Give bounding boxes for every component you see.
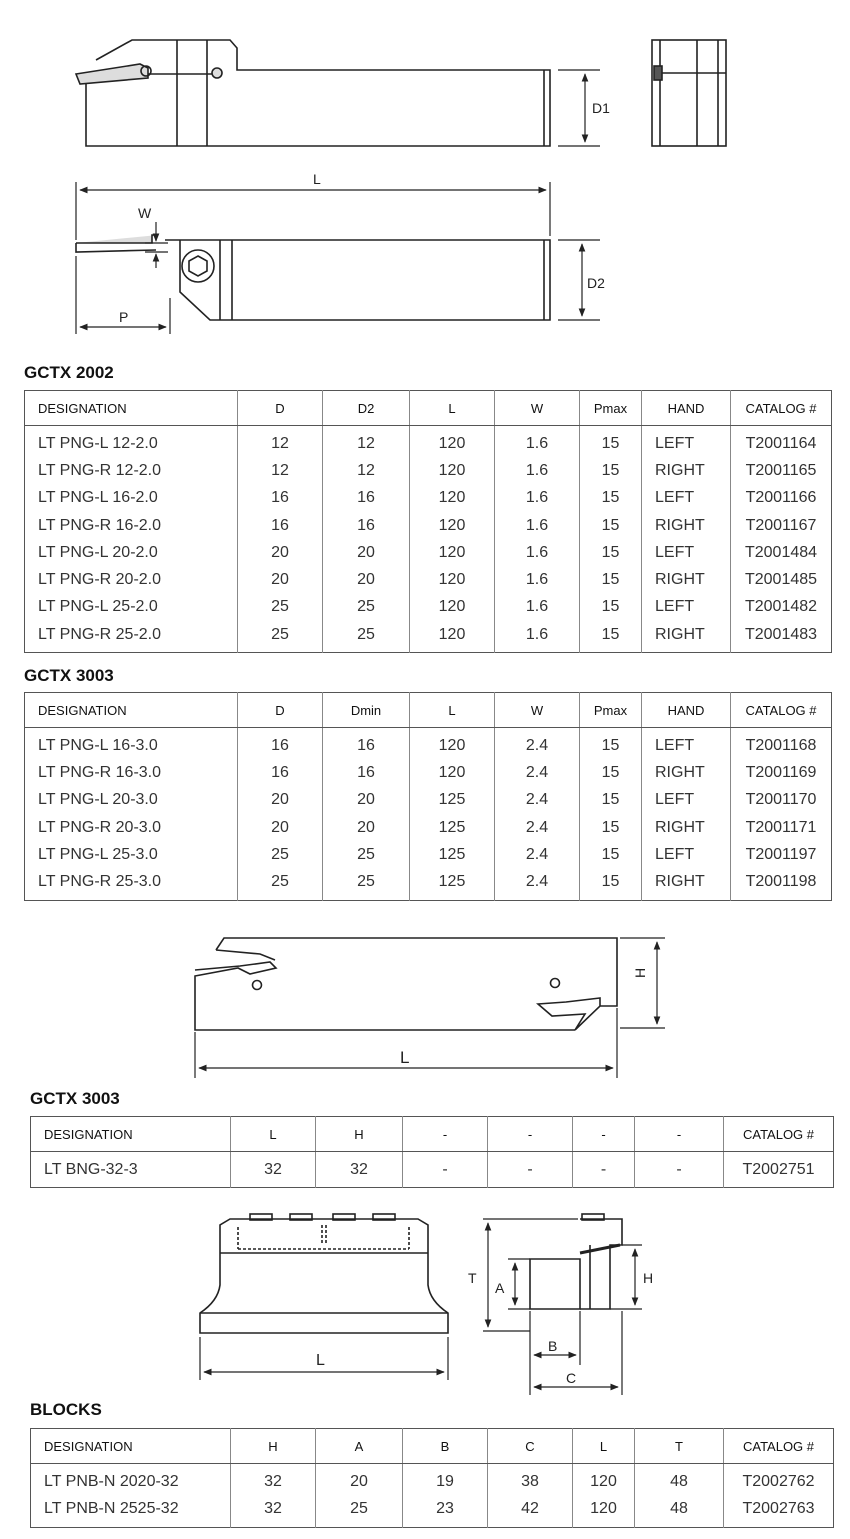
table-cell: 120 [410,512,495,539]
table-cell: 1.6 [495,457,580,484]
holder-side-view [76,40,550,146]
table-cell: T2001197 [745,845,817,863]
table-cell: T2002751 [742,1160,815,1178]
table-cell: RIGHT [642,759,731,786]
col-header: W [495,693,580,728]
block-front-view [200,1214,448,1333]
table-cell: 15 [580,539,642,566]
table-body [25,728,832,901]
col-header: DESIGNATION [25,391,238,426]
table-cell: 16 [323,728,410,760]
table-cell: 15 [580,814,642,841]
table-cell: 1.6 [495,485,580,512]
table-row [25,457,832,484]
table-header-row [31,1117,834,1152]
table-header-row [25,391,832,426]
table-cell: T2001170 [745,791,817,809]
table-cell: 20 [323,566,410,593]
col-header: Pmax [580,693,642,728]
table-cell: T2001171 [745,818,817,836]
table-cell: LEFT [642,787,731,814]
table-cell: 42 [488,1495,573,1527]
table-cell: T2001198 [745,873,817,891]
table-cell: 32 [231,1152,316,1188]
table-cell: 12 [323,457,410,484]
col-header: L [573,1429,635,1464]
table-cell: 120 [410,485,495,512]
table-cell: - [635,1152,724,1188]
table-cell: RIGHT [642,512,731,539]
table-cell: LT PNG-R 25-3.0 [25,868,238,900]
table-cell: 16 [323,512,410,539]
col-header: CATALOG # [731,391,832,426]
l-label: L [313,171,321,187]
table-title-gctx-2002: GCTX 2002 [24,363,114,382]
table-cell: 120 [410,539,495,566]
table-cell: 16 [238,759,323,786]
d1-label: D1 [592,100,610,116]
table-cell: 48 [635,1495,724,1527]
table-cell: RIGHT [642,457,731,484]
table-cell: LT PNG-L 16-3.0 [25,728,238,760]
table-row [25,814,832,841]
table-cell: - [403,1152,488,1188]
table-cell: 15 [580,868,642,900]
table-cell: 120 [410,759,495,786]
table-cell: 15 [580,621,642,653]
table-cell: T2002763 [742,1499,815,1517]
table-cell: 20 [238,539,323,566]
table-cell: 15 [580,841,642,868]
holder-end-view [652,40,726,146]
table-cell: 12 [238,426,323,458]
table-cell: LEFT [642,728,731,760]
table-cell: - [488,1152,573,1188]
table-cell: 16 [323,759,410,786]
table-cell: T2002762 [742,1472,815,1490]
table-cell: 120 [410,457,495,484]
table-cell: LT BNG-32-3 [31,1152,231,1188]
table-cell: 20 [316,1464,403,1496]
table-cell: T2001167 [745,516,817,534]
table-header-row [25,693,832,728]
table-cell: LT PNB-N 2525-32 [31,1495,231,1527]
table-row [25,787,832,814]
table-cell: T2001484 [744,543,818,561]
col-header: DESIGNATION [25,693,238,728]
table-cell: RIGHT [642,868,731,900]
table-cell: 20 [238,814,323,841]
table-cell: LEFT [642,485,731,512]
table-cell: 25 [316,1495,403,1527]
col-header: D [238,391,323,426]
table-cell: LT PNG-R 25-2.0 [25,621,238,653]
table-cell: 15 [580,485,642,512]
table-row [25,621,832,653]
table-cell: 25 [238,841,323,868]
table-cell: RIGHT [642,621,731,653]
table-cell: 38 [488,1464,573,1496]
l-label: L [400,1048,410,1067]
table-body [31,1464,834,1528]
block-l-label: L [316,1352,325,1369]
table-cell: 15 [580,787,642,814]
holder-top-view [76,235,550,320]
table-cell: 19 [403,1464,488,1496]
col-header: D2 [323,391,410,426]
blade-drawing [180,928,700,1088]
table-cell: 1.6 [495,621,580,653]
table-cell: 32 [231,1495,316,1527]
table-cell: 15 [580,594,642,621]
col-header: HAND [642,391,731,426]
col-header: L [410,391,495,426]
table-cell: 15 [580,566,642,593]
table-body [25,426,832,653]
table-cell: 12 [323,426,410,458]
table-cell: LT PNG-L 25-3.0 [25,841,238,868]
table-cell: T2001165 [745,461,817,479]
table-cell: LT PNG-R 16-2.0 [25,512,238,539]
table-row [25,485,832,512]
table-cell: 25 [323,841,410,868]
table-row [25,594,832,621]
table-cell: 20 [238,566,323,593]
a-dimension [508,1259,530,1309]
col-header: Pmax [580,391,642,426]
table-cell: LT PNG-L 20-3.0 [25,787,238,814]
col-header: C [488,1429,573,1464]
table-cell: 16 [323,485,410,512]
col-header: CATALOG # [724,1429,834,1464]
table-row [31,1495,834,1527]
table-cell: RIGHT [642,814,731,841]
table-cell: 15 [580,457,642,484]
table-cell: 120 [573,1495,635,1527]
table-cell: LT PNG-L 12-2.0 [25,426,238,458]
table-row [31,1464,834,1496]
col-header: Dmin [323,693,410,728]
table-cell: 2.4 [495,841,580,868]
col-header: DESIGNATION [31,1117,231,1152]
gctx-3003-table [24,692,832,901]
table-cell: 2.4 [495,759,580,786]
blocks-table [30,1428,834,1528]
table-cell: 120 [410,566,495,593]
table-cell: 120 [410,594,495,621]
h2-dimension [610,1245,642,1309]
col-header: CATALOG # [724,1117,834,1152]
t-label: T [468,1270,477,1286]
col-header: T [635,1429,724,1464]
table-row [25,759,832,786]
table-cell: 120 [410,426,495,458]
table-cell: 1.6 [495,512,580,539]
table-cell: LT PNG-L 16-2.0 [25,485,238,512]
table-cell: - [573,1152,635,1188]
table-cell: T2001483 [744,625,818,643]
holder-drawing [0,0,850,350]
table-cell: 23 [403,1495,488,1527]
table-cell: RIGHT [642,566,731,593]
c-label: C [566,1370,577,1386]
gctx-2002-table [24,390,832,653]
table-cell: T2001482 [744,598,818,616]
table-cell: LEFT [642,539,731,566]
blade-outline [195,938,617,1030]
col-header: D [238,693,323,728]
table-cell: 125 [410,841,495,868]
h2-label: H [643,1270,654,1286]
table-row [25,539,832,566]
table-cell: 2.4 [495,728,580,760]
table-row [25,426,832,458]
h-dimension [620,938,665,1028]
col-header: W [495,391,580,426]
col-header: - [635,1117,724,1152]
col-header: CATALOG # [731,693,832,728]
table-cell: T2001166 [745,489,817,507]
table-cell: 16 [238,728,323,760]
table-row [25,512,832,539]
col-header: - [573,1117,635,1152]
gctx-3003-blade-table [30,1116,834,1188]
table-cell: 1.6 [495,426,580,458]
table-cell: LEFT [642,426,731,458]
table-cell: LEFT [642,841,731,868]
table-cell: 25 [238,594,323,621]
table-cell: 16 [238,512,323,539]
table-cell: 25 [238,621,323,653]
table-cell: 48 [635,1464,724,1496]
table-cell: 1.6 [495,594,580,621]
table-cell: 120 [573,1464,635,1496]
table-cell: T2001168 [745,736,817,754]
table-cell: 125 [410,814,495,841]
table-cell: T2001169 [745,763,817,781]
table-header-row [31,1429,834,1464]
col-header: DESIGNATION [31,1429,231,1464]
table-cell: LT PNG-R 16-3.0 [25,759,238,786]
p-label: P [119,309,129,325]
table-cell: LT PNG-R 20-2.0 [25,566,238,593]
d2-label: D2 [587,275,605,291]
table-row [25,566,832,593]
table-cell: LT PNG-R 20-3.0 [25,814,238,841]
table-cell: 25 [238,868,323,900]
table-cell: 2.4 [495,814,580,841]
table-cell: 120 [410,621,495,653]
table-cell: 15 [580,426,642,458]
table-row [25,841,832,868]
col-header: L [231,1117,316,1152]
col-header: H [316,1117,403,1152]
w-dimension [145,222,168,268]
h-label: H [632,967,648,978]
col-header: A [316,1429,403,1464]
block-side-view [530,1214,622,1309]
table-cell: 20 [323,787,410,814]
table-cell: LEFT [642,594,731,621]
col-header: H [231,1429,316,1464]
table-cell: 125 [410,868,495,900]
a-label: A [495,1280,505,1296]
table-cell: T2001485 [744,571,818,589]
table-cell: LT PNG-L 25-2.0 [25,594,238,621]
table-cell: 2.4 [495,787,580,814]
table-cell: 32 [316,1152,403,1188]
table-row [31,1152,834,1188]
w-label: W [138,205,152,221]
block-drawing [190,1205,654,1400]
table-title-gctx-3003: GCTX 3003 [24,666,114,685]
table-cell: 125 [410,787,495,814]
table-cell: 20 [238,787,323,814]
table-row [25,868,832,900]
table-cell: 15 [580,759,642,786]
table-cell: 16 [238,485,323,512]
col-header: L [410,693,495,728]
table-cell: T2001164 [745,434,817,452]
table-cell: 20 [323,539,410,566]
table-cell: 1.6 [495,539,580,566]
table-cell: 1.6 [495,566,580,593]
table-cell: 25 [323,594,410,621]
table-cell: 25 [323,868,410,900]
table-cell: 25 [323,621,410,653]
table-cell: 20 [323,814,410,841]
table-title-blocks: BLOCKS [30,1400,102,1419]
b-label: B [548,1338,558,1354]
table-cell: 120 [410,728,495,760]
table-cell: 15 [580,512,642,539]
table-cell: LT PNG-L 20-2.0 [25,539,238,566]
table-row [25,728,832,760]
table-cell: LT PNB-N 2020-32 [31,1464,231,1496]
table-cell: 2.4 [495,868,580,900]
col-header: B [403,1429,488,1464]
table-cell: 32 [231,1464,316,1496]
table-cell: LT PNG-R 12-2.0 [25,457,238,484]
table-title-gctx-3003-blade: GCTX 3003 [30,1089,120,1108]
col-header: HAND [642,693,731,728]
table-cell: 12 [238,457,323,484]
l-dimension [195,1008,617,1078]
col-header: - [403,1117,488,1152]
table-cell: 15 [580,728,642,760]
col-header: - [488,1117,573,1152]
table-body [31,1152,834,1188]
